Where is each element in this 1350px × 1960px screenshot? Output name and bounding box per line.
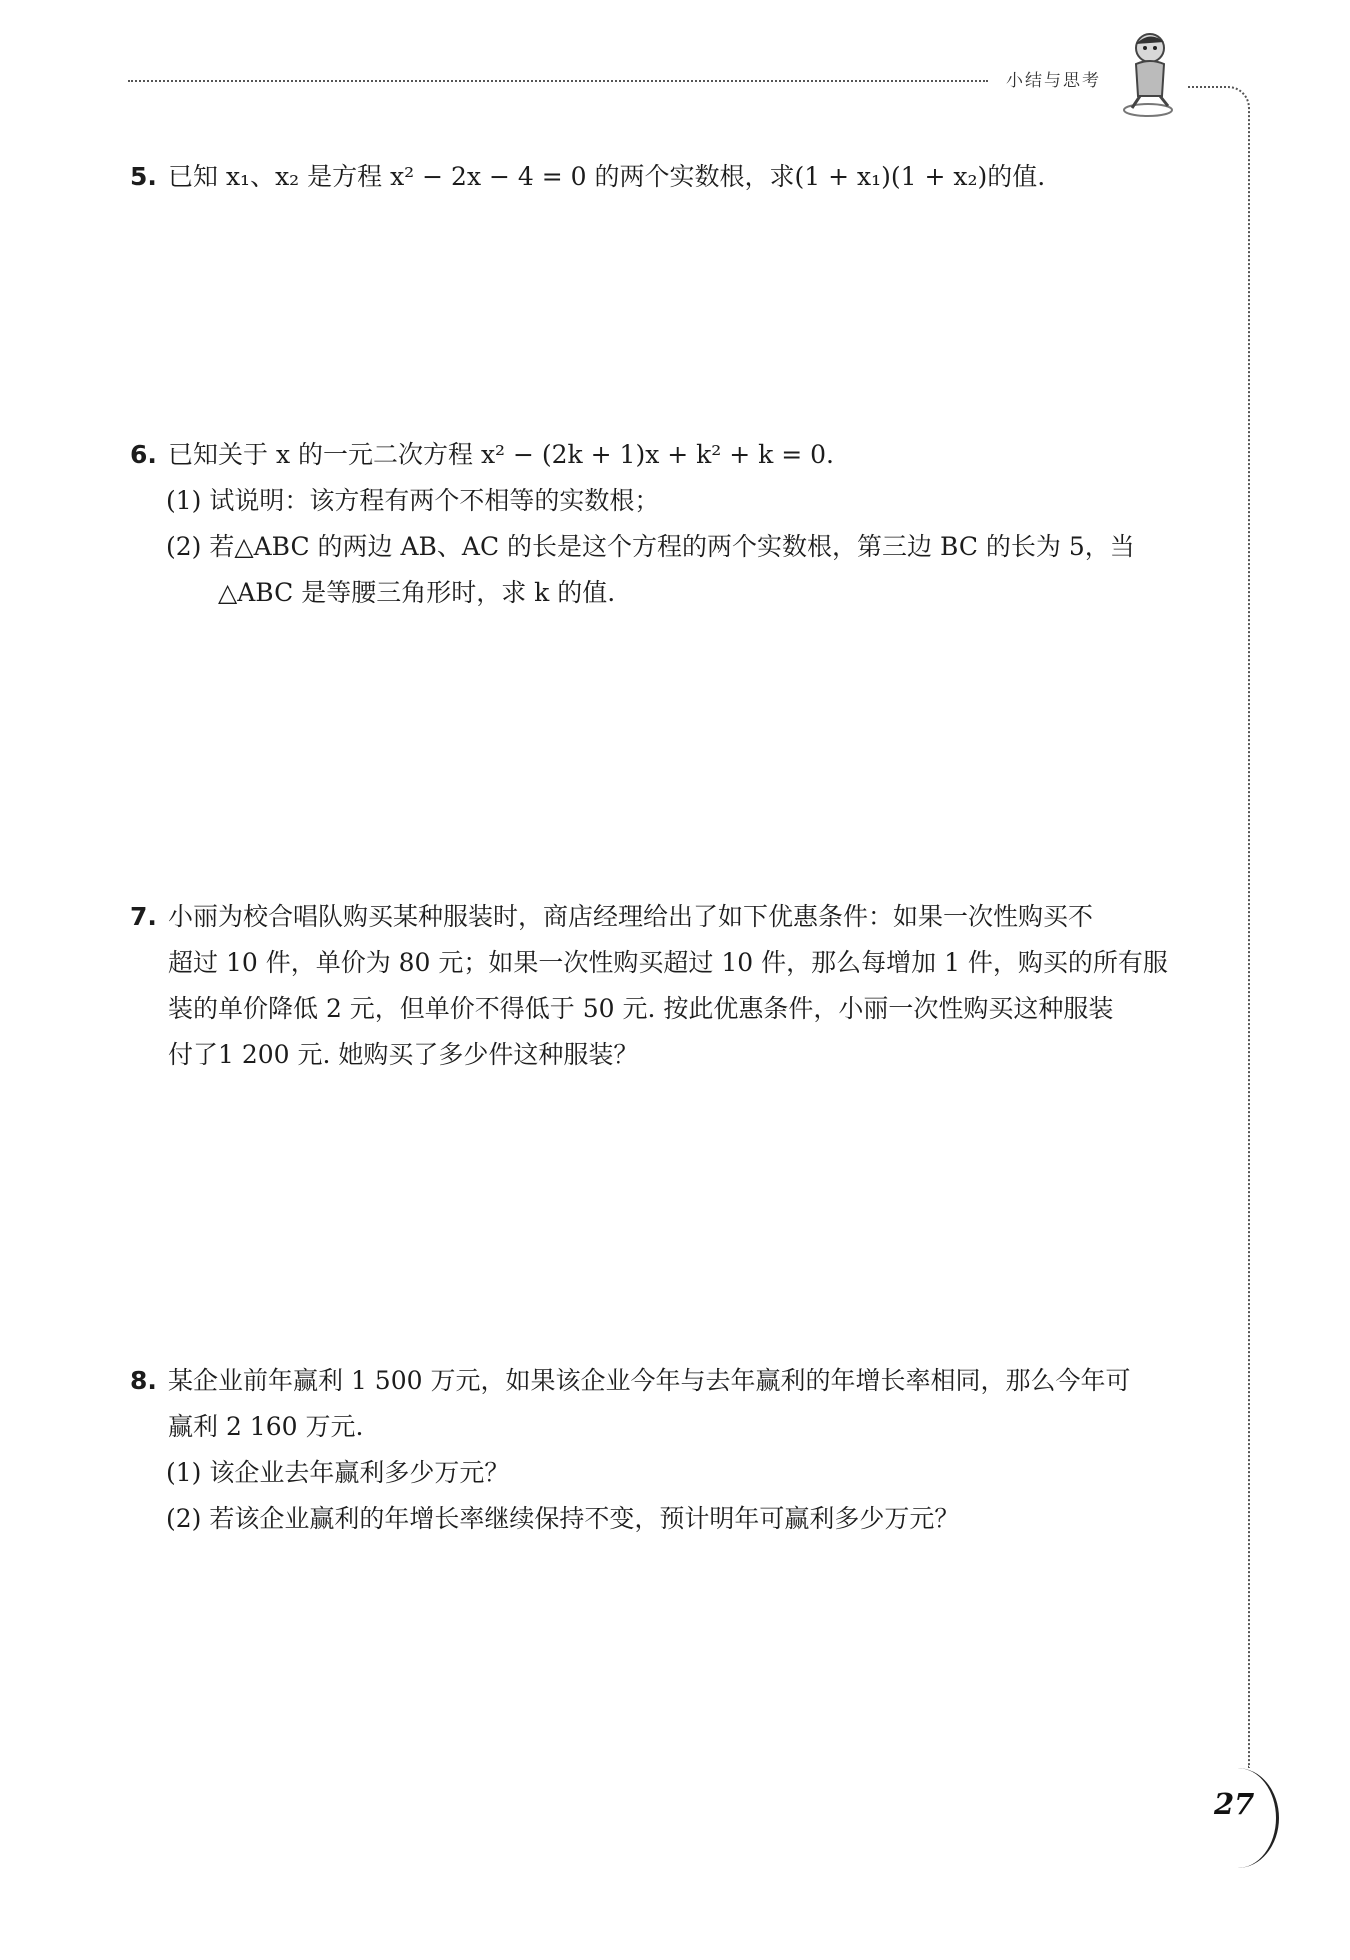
margin-dotted-border bbox=[1188, 86, 1250, 1768]
question-5 bbox=[130, 154, 1190, 200]
question-text-line: 付了1 200 元. 她购买了多少件这种服装？ bbox=[168, 1040, 639, 1069]
sub-question-2: (2) 若△ABC 的两边 AB、AC 的长是这个方程的两个实数根，第三边 BC 的长为 5，当 bbox=[166, 532, 1135, 561]
question-text-line: 超过 10 件，单价为 80 元；如果一次性购买超过 10 件，那么每增加 1 件，购买的所有服 bbox=[168, 948, 1168, 977]
section-title: 小结与思考 bbox=[1006, 71, 1101, 91]
question-text-line: 赢利 2 160 万元. bbox=[168, 1412, 364, 1441]
question-text-line: 装的单价降低 2 元，但单价不得低于 50 元. 按此优惠条件，小丽一次性购买这种服装 bbox=[168, 994, 1114, 1023]
question-8 bbox=[130, 1358, 1190, 1542]
page-number: 27 bbox=[1214, 1787, 1255, 1821]
question-number: 8. bbox=[130, 1366, 157, 1395]
question-text: 已知 x₁、x₂ 是方程 x² − 2x − 4 = 0 的两个实数根，求(1 + x₁)(1 + x₂)的值. bbox=[168, 162, 1046, 191]
question-7 bbox=[130, 894, 1190, 1078]
mascot-icon bbox=[1118, 30, 1182, 118]
question-text: 已知关于 x 的一元二次方程 x² − (2k + 1)x + k² + k = 0. bbox=[168, 440, 835, 469]
question-number: 5. bbox=[130, 162, 157, 191]
question-text: 小丽为校合唱队购买某种服装时，商店经理给出了如下优惠条件：如果一次性购买不 bbox=[168, 902, 1094, 931]
sub-question-1: (1) 该企业去年赢利多少万元？ bbox=[166, 1458, 510, 1487]
header-dotted-line bbox=[128, 80, 988, 82]
sub-question-1: (1) 试说明：该方程有两个不相等的实数根； bbox=[166, 486, 660, 515]
question-number: 6. bbox=[130, 440, 157, 469]
question-number: 7. bbox=[130, 902, 157, 931]
question-text: 某企业前年赢利 1 500 万元，如果该企业今年与去年赢利的年增长率相同，那么今年可 bbox=[168, 1366, 1131, 1395]
question-6 bbox=[130, 432, 1190, 616]
sub-question-2: (2) 若该企业赢利的年增长率继续保持不变，预计明年可赢利多少万元？ bbox=[166, 1504, 960, 1533]
sub-question-2-continued: △ABC 是等腰三角形时，求 k 的值. bbox=[218, 578, 616, 607]
